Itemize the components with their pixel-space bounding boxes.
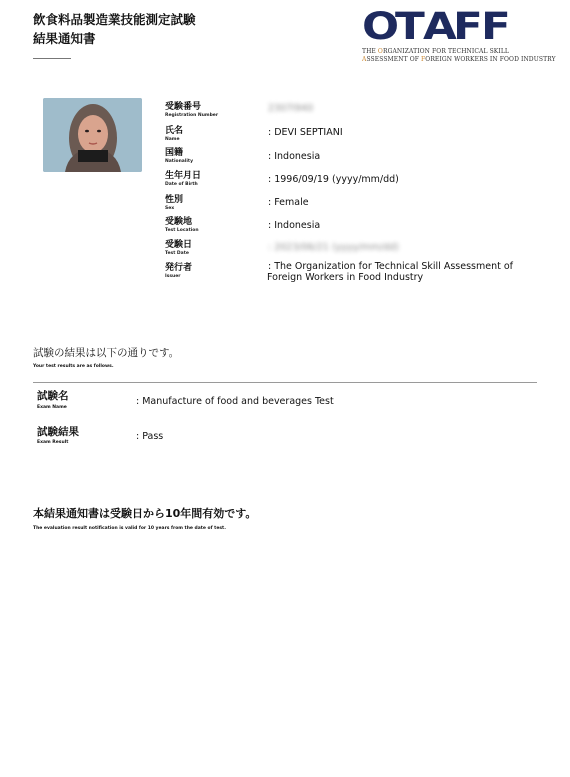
logo-mark (362, 5, 537, 48)
exam-name-label: 試験名 (37, 390, 69, 402)
name-label-en: Name (165, 137, 180, 142)
document-title (33, 10, 196, 48)
logo-letter: F (480, 5, 511, 48)
otaff-logo (362, 5, 556, 64)
validity-notice-en: The evaluation result notification is valid for 10 years from the date of test. (33, 526, 226, 531)
issuer-value-line-1: : The Organization for Technical Skill Assessment of (268, 261, 514, 272)
issuer-label: 発行者 (165, 263, 193, 273)
exam-name-value: : Manufacture of food and beverages Test (136, 396, 334, 407)
logo-letter: A (422, 5, 457, 48)
registration-number-label-en: Registration Number (165, 113, 219, 118)
name-label: 氏名 (165, 126, 184, 136)
exam-result-label: 試験結果 (37, 426, 79, 438)
birth-date-label: 生年月日 (165, 171, 202, 181)
test-location-value: : Indonesia (268, 220, 321, 231)
registration-number-label: 受験番号 (165, 102, 202, 112)
test-location-label-en: Test Location (165, 228, 199, 233)
nationality-value: : Indonesia (268, 151, 321, 162)
results-divider (33, 382, 537, 383)
sex-label-en: Sex (165, 206, 175, 211)
candidate-photo (43, 98, 142, 172)
title-line-2: 結果通知書 (33, 31, 96, 46)
issuer-value (268, 261, 513, 283)
test-date-label-en: Test Date (165, 251, 189, 256)
logo-subtitle-line-1: THE ORGANIZATION FOR TECHNICAL SKILL (362, 48, 510, 55)
validity-notice: 本結果通知書は受験日から10年間有効です。 (33, 507, 257, 520)
exam-result-label-en: Exam Result (37, 440, 69, 445)
results-intro: 試験の結果は以下の通りです。 (33, 347, 180, 359)
birth-date-value: : 1996/09/19 (yyyy/mm/dd) (268, 174, 399, 185)
test-date-label: 受験日 (165, 240, 193, 250)
issuer-value-line-2: Foreign Workers in Food Industry (267, 272, 424, 283)
logo-letter: T (395, 5, 426, 48)
name-value: : DEVI SEPTIANI (268, 127, 343, 138)
logo-letter: O (362, 5, 400, 48)
issuer-label-en: Issuer (165, 274, 181, 279)
exam-name-label-en: Exam Name (37, 405, 67, 410)
title-underline (33, 58, 71, 59)
sex-label: 性別 (165, 195, 184, 205)
birth-date-label-en: Date of Birth (165, 182, 198, 187)
exam-result-value: : Pass (136, 431, 164, 442)
nationality-label: 国籍 (165, 148, 184, 158)
logo-subtitle-line-2: ASSESSMENT OF FOREIGN WORKERS IN FOOD INDUSTRY (362, 56, 556, 63)
results-intro-en: Your test results are as follows. (33, 364, 114, 369)
logo-letter: F (453, 5, 484, 48)
registration-number-value: 2307I940 (268, 103, 314, 114)
title-line-1: 飲食料品製造業技能測定試験 (33, 12, 196, 27)
person-photo-icon (43, 98, 142, 172)
sex-value: : Female (268, 197, 309, 208)
test-location-label: 受験地 (165, 217, 193, 227)
test-date-value: : 2023/06/21 (yyyy/mm/dd) (268, 242, 399, 253)
nationality-label-en: Nationality (165, 159, 193, 164)
